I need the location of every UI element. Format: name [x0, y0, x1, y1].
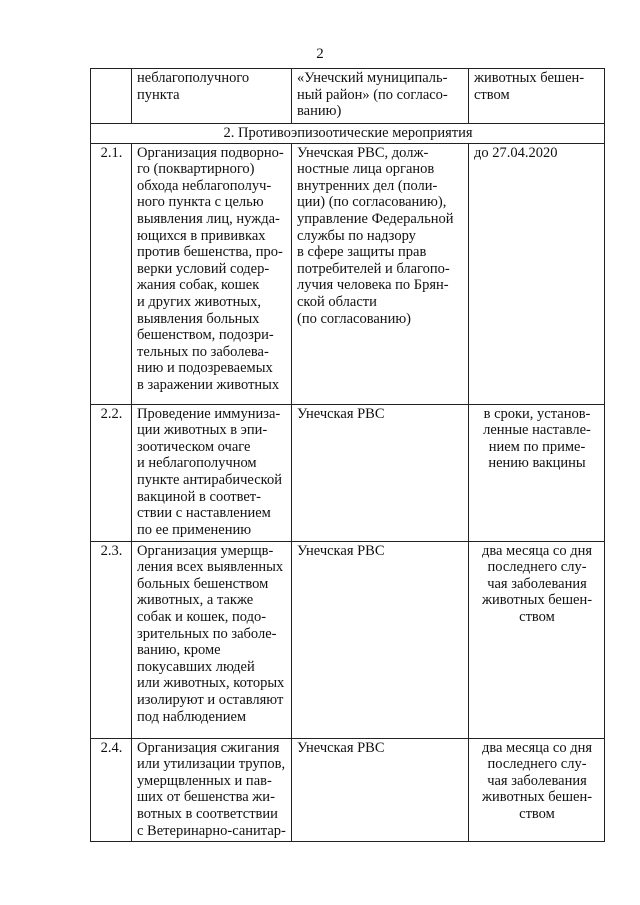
deadline-line: последнего слу- [487, 756, 587, 773]
event-line: пункта [137, 86, 180, 103]
responsible-line: службы по надзору [297, 227, 416, 244]
responsible-cell [292, 404, 469, 541]
event-line: тельных по заболева- [137, 343, 269, 360]
deadline-line: нению вакцины [488, 455, 586, 472]
deadline-cell [469, 738, 605, 841]
event-line: покусавших людей [137, 658, 255, 675]
deadline-line: ством [519, 805, 555, 822]
event-line: бешенством, подозри- [137, 327, 274, 344]
event-line: или утилизации трупов, [137, 756, 286, 773]
event-line: умерщвленных и пав- [137, 772, 272, 789]
row-number: 2.4. [91, 738, 132, 841]
event-line: жания собак, кошек [137, 277, 260, 294]
event-line: Организация умерщв- [137, 542, 274, 559]
responsible-line: Унечская РВС [297, 405, 385, 422]
event-line: ванию, кроме [137, 642, 221, 659]
event-line: или животных, которых [137, 675, 285, 692]
row-number: 2.2. [91, 404, 132, 541]
event-line: собак и кошек, подо- [137, 608, 267, 625]
event-line: ции животных в эпи- [137, 422, 268, 439]
deadline-line: ленные наставле- [483, 422, 591, 439]
event-line: изолируют и оставляют [137, 691, 284, 708]
deadline-cell [469, 404, 605, 541]
event-line: и других животных, [137, 293, 261, 310]
responsible-line: «Унечский муниципаль- [297, 70, 448, 86]
event-line: верки условий содер- [137, 260, 270, 277]
event-line: неблагополучного [137, 70, 250, 86]
responsible-line: (по согласованию) [297, 310, 411, 327]
event-line: ших от бешенства жи- [137, 789, 275, 806]
event-line: нию и подозреваемых [137, 360, 273, 377]
event-line: выявления лиц, нужда- [137, 210, 280, 227]
deadline-line: нием по приме- [488, 438, 586, 455]
deadline-line: в сроки, установ- [483, 405, 591, 422]
event-line: животных, а также [137, 592, 254, 609]
responsible-line: ции) (по согласованию), [297, 194, 447, 211]
event-cell [132, 143, 292, 404]
event-cell [132, 541, 292, 738]
deadline-line: чая заболевания [487, 772, 587, 789]
responsible-line: управление Федеральной [297, 210, 454, 227]
deadline-line: животных бешен- [481, 592, 593, 609]
deadline-cell [469, 541, 605, 738]
event-cell [132, 404, 292, 541]
event-line: Проведение иммуниза- [137, 405, 281, 422]
section-title: 2. Противоэпизоотические мероприятия [91, 124, 605, 144]
event-line: в заражении животных [137, 376, 280, 393]
responsible-line: потребителей и благопо- [297, 260, 450, 277]
event-line: вакциной в соответ- [137, 488, 261, 505]
table-row-continued [91, 69, 605, 124]
deadline-line: животных бешен- [474, 70, 585, 86]
responsible-line: в сфере защиты прав [297, 244, 427, 261]
event-line: ющихся в прививках [137, 227, 266, 244]
event-cell [132, 69, 292, 124]
responsible-line: ванию) [297, 103, 342, 120]
responsible-cell [292, 738, 469, 841]
responsible-cell [292, 143, 469, 404]
event-line: под наблюдением [137, 708, 247, 725]
responsible-line: лучия человека по Брян- [297, 277, 449, 294]
responsible-cell [292, 69, 469, 124]
table-row [91, 143, 605, 404]
deadline-line: ством [474, 86, 510, 103]
event-line: ного пункта с целью [137, 194, 264, 211]
table-row [91, 404, 605, 541]
event-line: Организация подворно- [137, 144, 284, 161]
event-line: обхода неблагополуч- [137, 177, 272, 194]
deadline-line: животных бешен- [481, 789, 593, 806]
deadline-line: до 27.04.2020 [474, 144, 558, 161]
responsible-line: внутренних дел (поли- [297, 177, 438, 194]
event-line: с Ветеринарно-санитар- [137, 822, 286, 839]
table-row [91, 738, 605, 841]
row-number: 2.1. [91, 143, 132, 404]
event-line: выявления больных [137, 310, 260, 327]
section-header-row [91, 124, 605, 144]
event-line: против бешенства, про- [137, 244, 283, 261]
event-line: зрительных по заболе- [137, 625, 277, 642]
responsible-line: ный район» (по согласо- [297, 86, 448, 103]
deadline-cell [469, 143, 605, 404]
event-line: по ее применению [137, 521, 252, 538]
table-row [91, 541, 605, 738]
deadline-line: два месяца со дня [481, 739, 593, 756]
measures-table [90, 68, 605, 842]
deadline-line: чая заболевания [487, 575, 587, 592]
responsible-line: ской области [297, 293, 377, 310]
event-line: и неблагополучном [137, 455, 257, 472]
event-line: Организация сжигания [137, 739, 280, 756]
responsible-cell [292, 541, 469, 738]
row-number-cell [91, 69, 132, 124]
deadline-line: ством [519, 608, 555, 625]
deadline-cell [469, 69, 605, 124]
event-line: ления всех выявленных [137, 559, 284, 576]
event-cell [132, 738, 292, 841]
responsible-line: Унечская РВС, долж- [297, 144, 429, 161]
event-line: ствии с наставлением [137, 505, 271, 522]
event-line: больных бешенством [137, 575, 269, 592]
event-line: пункте антирабической [137, 471, 282, 488]
deadline-line: последнего слу- [487, 559, 587, 576]
responsible-line: Унечская РВС [297, 542, 385, 559]
page-number: 2 [316, 46, 324, 62]
event-line: вотных в соответствии [137, 805, 278, 822]
responsible-line: Унечская РВС [297, 739, 385, 756]
event-line: го (поквартирного) [137, 161, 255, 178]
event-line: зоотическом очаге [137, 438, 251, 455]
row-number: 2.3. [91, 541, 132, 738]
deadline-line: два месяца со дня [481, 542, 593, 559]
responsible-line: ностные лица органов [297, 161, 435, 178]
